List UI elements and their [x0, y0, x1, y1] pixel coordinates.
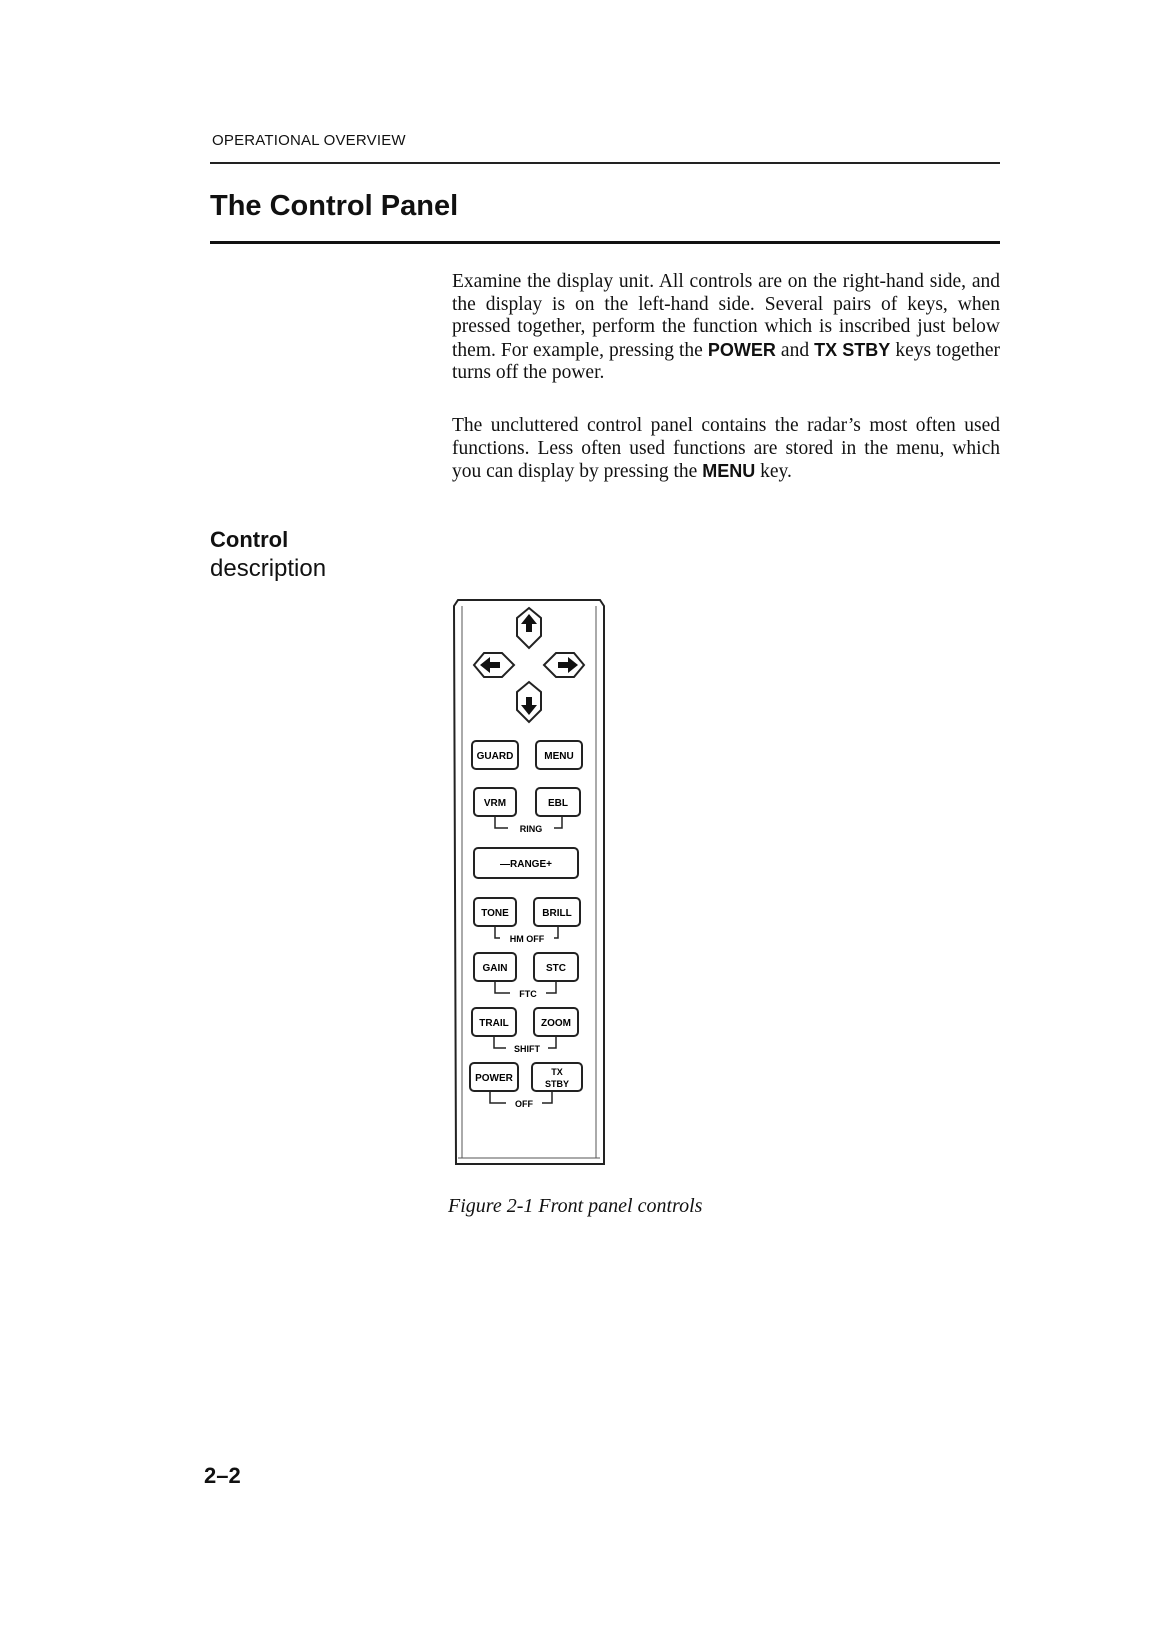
trail-key-label: TRAIL [479, 1018, 509, 1029]
side-heading-line1: Control [210, 527, 289, 552]
combo-label-hm-off: HM OFF [509, 934, 545, 944]
brill-key-label: BRILL [542, 908, 572, 919]
key-name-menu: MENU [702, 461, 756, 481]
cursor-pad [474, 608, 584, 722]
paragraph-text: keys together turns off the power. [452, 339, 1000, 383]
paragraph-text: The uncluttered control panel contains the radar’s most often used functions. Less often used functions are stored in the menu, which you can display by pressing the [452, 415, 1000, 482]
key-name-tx-stby: TX STBY [814, 339, 891, 360]
key-name-power: POWER [707, 339, 776, 360]
combo-label-ring: RING [519, 824, 543, 834]
combo-label-off: OFF [515, 1099, 533, 1109]
side-heading [210, 525, 326, 583]
header-rule [210, 162, 1000, 164]
paragraph-text: and [775, 339, 815, 361]
page-number: 2–2 [204, 1463, 241, 1488]
combo-label-shift: SHIFT [514, 1044, 540, 1054]
vrm-key-label: VRM [483, 798, 507, 809]
stc-key-label: STC [546, 963, 566, 974]
running-header: OPERATIONAL OVERVIEW [212, 132, 406, 149]
tx-stby-key-label-line2: STBY [544, 1079, 570, 1089]
range-key-label: —RANGE+ [500, 859, 552, 870]
tx-stby-key-label-line1: TX [551, 1067, 563, 1077]
guard-key-label: GUARD [476, 751, 514, 762]
paragraph-text: key. [755, 461, 792, 482]
side-heading-line2: description [210, 555, 327, 582]
page-title: The Control Panel [210, 190, 459, 222]
paragraph-text: Examine the display unit. All controls are on the right-hand side, and the display is on the left-hand side. Several pairs of keys, when pressed together, perform the function which is inscribed just below them. For example, pressing the [452, 271, 1000, 361]
ebl-key-label: EBL [548, 798, 568, 809]
power-key-label: POWER [475, 1073, 513, 1084]
menu-paragraph [452, 415, 1000, 484]
intro-paragraph [452, 271, 1000, 385]
tone-key-label: TONE [481, 908, 509, 919]
gain-key-label: GAIN [482, 963, 508, 974]
menu-key-label: MENU [544, 751, 574, 762]
title-rule [210, 241, 1000, 244]
front-panel-figure [450, 596, 610, 1168]
combo-label-ftc: FTC [519, 989, 537, 999]
zoom-key-label: ZOOM [541, 1018, 571, 1029]
figure-caption: Figure 2-1 Front panel controls [448, 1195, 703, 1217]
